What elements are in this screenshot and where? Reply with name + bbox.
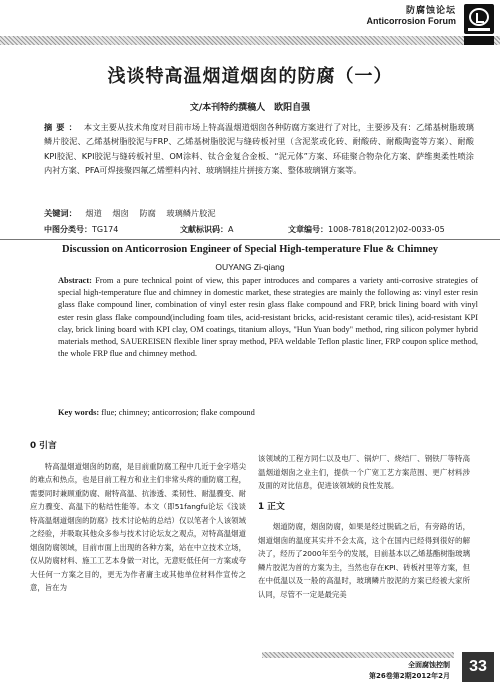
keywords-cn-label: 关键词：	[44, 208, 77, 218]
article-number: 文章编号：1008-7818(2012)02-0033-05	[288, 225, 445, 234]
body-paragraph: 该领域的工程方同仁以及电厂、锅炉厂、烧结厂、钢铁厂等特高温烟道烟囱之业主们，提供一个广宽工艺方案范围、更广材料涉及面的对比信息，促进该领域的良性发展。	[258, 454, 470, 490]
section-heading: 0 引言	[30, 441, 57, 451]
abstract-en	[58, 275, 478, 360]
keywords-en-label: Key words:	[58, 408, 100, 417]
page-number: 33	[462, 652, 494, 682]
header-cn: 防腐蚀论坛	[405, 6, 456, 16]
body-right-column	[258, 452, 470, 601]
doc-code: 文献标识码：A	[180, 225, 234, 234]
body-paragraph: 特高温烟道烟囱的防腐，是目前重防腐工程中几近于金字塔尖的难点和热点，也是目前工程方和业主们非常头疼的重防腐工程，需要同时兼顾重防腐、耐特高温、抗渗透、柔韧性、耐温骤变、耐应力骤变、高温下的粘结性能等。本文（即51fangfu论坛《浅谈特高温烟道烟囱的防腐》技术讨论帖的总结）仅以笔者个人该领域之经验，并吸取其他众多参与技术讨论坛友之观点，对特高温烟道烟囱防腐领域，目前市面上出现的各种方案，站在中立技术立场，仅从防腐材料、施工工艺本身做一对比，无意贬低任何一方案或夸大任何一方案之目的，更无为作者庸主或其他单位材料作宣传之意，旨在为	[30, 461, 246, 592]
keyword-cn: 防腐	[139, 208, 156, 218]
abstract-cn-text: 本文主要从技术角度对目前市场上特高温烟道烟囱各种防腐方案进行了对比，主要涉及有：乙烯基树脂玻璃鳞片胶泥、乙烯基树脂胶泥与FRP、乙烯基树脂胶泥与缝砖板衬里（含泥浆或化砖、耐酸砖、耐酸陶瓷等方案）、耐酸KPI胶泥、KPI胶泥与缝砖板衬里、OM涂料、钛合金复合金板、“泥元体”方案、环硅聚合物杂化方案、萨维奥柔性喷涂内衬方案、PFA可焊接聚四氟乙烯塑料内衬、玻璃钢挂片拼接方案、整体玻璃钢方案等。	[44, 122, 474, 175]
journal-header	[367, 6, 457, 27]
keywords-en	[58, 408, 255, 417]
header-divider-block	[464, 36, 494, 45]
footer-journal: 全面腐蚀控制	[408, 661, 450, 669]
clc-number: 中图分类号：TG174	[44, 225, 119, 234]
keyword-cn: 玻璃鳞片胶泥	[166, 208, 216, 218]
abstract-en-label: Abstract:	[58, 276, 92, 285]
abstract-en-text: From a pure technical point of view, this paper introduces and compares a variety anti-corrosive strategies of special high-temperature flue and chimney in domestic market, these strategies are mainly the following as: vinyl ester resin glass flake compound liner, combination of vinyl ester resin glass flake compound and FRP, brick lining board with vinyl ester resin glass flake compound(including foam tiles, acid-resistant bricks, acid-resistant ceramic tiles), acid-resistant KPI clay, brick lining board with KPI clay, OM coatings, titanium alloys, "Hun Yuan body" method, ring silicon polymer hybrid materials method, SAUEREISEN flexible liner spray method, PFA weldable Teflon plastic liner, FRP coupon splice method, the whole FRP flue and chimney method.	[58, 276, 479, 359]
abstract-cn	[44, 120, 474, 177]
keyword-cn: 烟囱	[112, 208, 129, 218]
article-authors: 文/本刊特约撰稿人 欧阳自强	[189, 103, 311, 113]
footer-divider	[262, 652, 454, 658]
body-left-column	[30, 440, 246, 595]
footer-info	[369, 660, 450, 682]
body-paragraph: 烟道防腐，烟囱防腐，如果是经过脱硫之后，有旁路的话，烟道烟囱的温度其实并不会太高，这个在国内已经得到很好的解决了，经历了2000年至今的发展，目前基本以乙烯基酯树脂玻璃鳞片胶泥为首的方案为主，当然也存在KPI、砖板衬里等方案，但在中低温以及一般的高温时，玻璃鳞片胶泥的方案已经被大家所认同，尽管不一定是最完美	[258, 522, 470, 599]
keywords-en-text: flue; chimney; anticorrosion; flake compound	[101, 408, 255, 417]
abstract-cn-label: 摘要：	[44, 122, 81, 132]
author-en: OUYANG Zi-qiang	[215, 262, 285, 272]
article-title-cn: 浅谈特高温烟道烟囱的防腐（一）	[107, 66, 393, 87]
section-divider	[0, 239, 500, 240]
keywords-cn	[44, 208, 224, 219]
journal-logo-icon	[464, 4, 494, 34]
section-heading: 1 正文	[258, 501, 285, 512]
keyword-cn: 烟道	[85, 208, 102, 218]
header-en: Anticorrosion Forum	[366, 16, 456, 27]
header-divider	[0, 36, 500, 45]
article-title-en: Discussion on Anticorrosion Engineer of Special High-temperature Flue & Chimney	[62, 244, 438, 255]
footer-issue: 第26卷第2期2012年2月	[369, 672, 450, 680]
